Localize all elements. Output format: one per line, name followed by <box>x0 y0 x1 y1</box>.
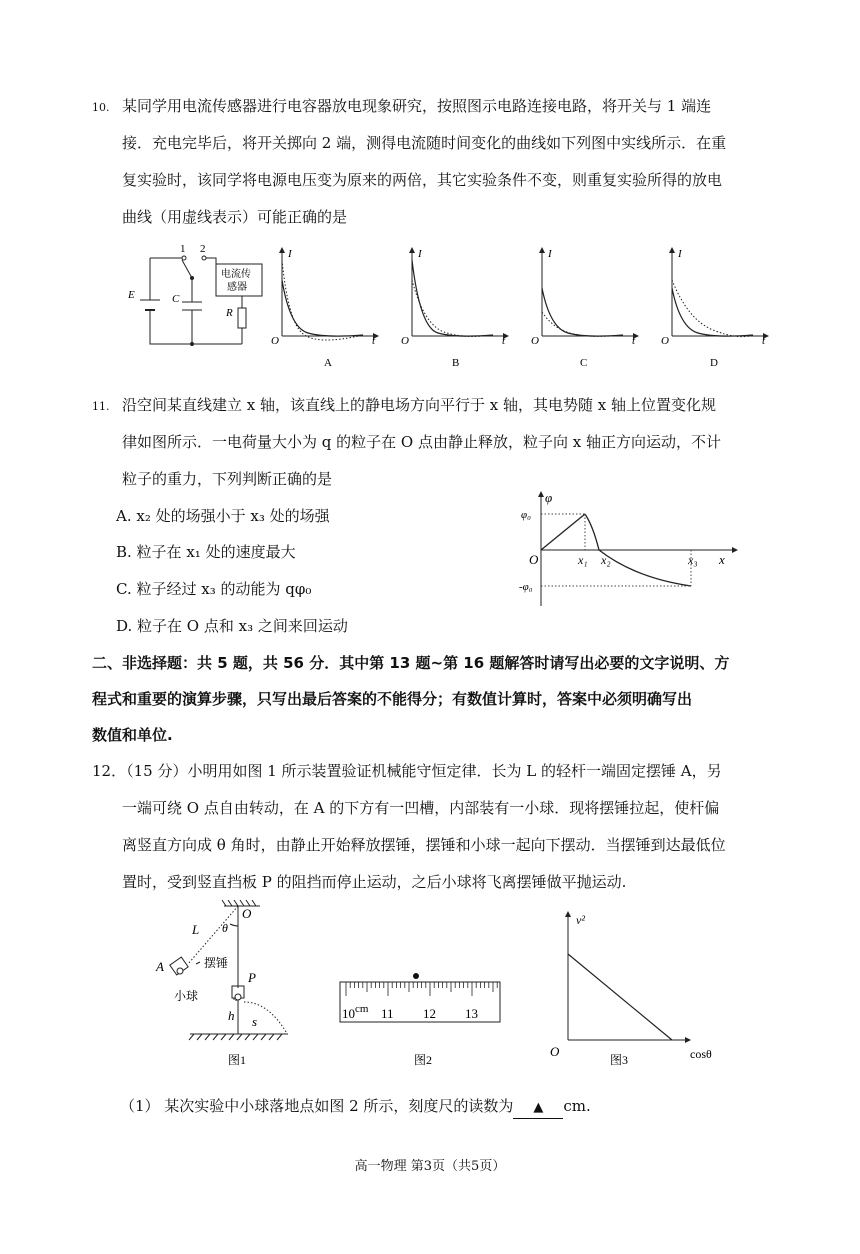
label-x1: x₁ <box>578 553 588 567</box>
page-footer: 高一物理 第3页（共5页） <box>354 1159 506 1174</box>
q10-line-1: 某同学用电流传感器进行电容器放电现象研究，按照图示电路连接电路，将开关与 1 端连 <box>122 97 712 115</box>
axis-phi: φ <box>545 490 553 505</box>
axis-I-c: I <box>548 248 552 260</box>
graph-c <box>531 248 638 369</box>
ruler-tick-12: 12 <box>423 1006 436 1021</box>
fig2-caption: 图2 <box>414 1053 433 1067</box>
label-phi0: φ₀ <box>521 509 531 521</box>
axis-t-c: t <box>632 335 636 347</box>
ruler-tick-10: 10 <box>342 1006 355 1021</box>
q12-line-2: 一端可绕 O 点自由转动，在 A 的下方有一凹槽，内部装有一小球．现将摆锤拉起，使杆偏 <box>122 799 720 817</box>
figure-1-pendulum <box>150 898 300 1070</box>
it-graphs <box>268 240 788 370</box>
axis-I-a: I <box>288 248 292 260</box>
section2-line-1: 二、非选择题：共 5 题，共 56 分．其中第 13 题~第 16 题解答时请写出必要的文字说明、方 <box>92 654 730 672</box>
q11-option-d: D. 粒子在 O 点和 x₃ 之间来回运动 <box>116 617 348 635</box>
fig1-caption: 图1 <box>228 1053 247 1067</box>
graph-b <box>401 248 508 369</box>
fig1-s: s <box>252 1014 258 1029</box>
q12-line-1: 12．（15 分）小明用如图 1 所示装置验证机械能守恒定律．长为 L 的轻杆一端固定摆锤 A，另 <box>92 762 722 780</box>
axis-I-b: I <box>418 248 422 260</box>
q12-sub1-suffix: cm. <box>563 1097 591 1115</box>
axis-x: x <box>719 552 725 567</box>
label-x3: x₃ <box>688 553 698 567</box>
switch-label-1: 1 <box>180 243 186 255</box>
fig1-L: L <box>192 922 200 937</box>
fig1-P: P <box>248 970 256 985</box>
label-neg-phi0: -φ₀ <box>519 581 533 593</box>
fig1-O: O <box>242 906 252 921</box>
axis-I-d: I <box>678 248 682 260</box>
fig3-axis-cos: cosθ <box>690 1047 712 1061</box>
q10-line-2: 接．充电完毕后，将开关掷向 2 端，测得电流随时间变化的曲线如下列图中实线所示．在重 <box>122 134 727 152</box>
q12-sub1-prefix: （1） 某次实验中小球落地点如图 2 所示，刻度尺的读数为 <box>120 1097 514 1115</box>
section2-line-3: 数值和单位. <box>92 726 173 744</box>
axis-t-d: t <box>762 335 766 347</box>
q11-number: 11. <box>92 400 110 413</box>
graph-a <box>271 248 378 369</box>
q11-line-3: 粒子的重力，下列判断正确的是 <box>122 470 333 488</box>
fig1-theta: θ <box>222 921 228 935</box>
origin-c: O <box>531 335 539 347</box>
ruler-tick-11: 11 <box>381 1006 394 1021</box>
fig1-hammer-label: 摆锤 <box>204 956 229 970</box>
fig1-A: A <box>156 959 164 974</box>
graph-d <box>661 248 768 369</box>
q11-option-b: B. 粒子在 x₁ 处的速度最大 <box>116 543 296 561</box>
fig1-h: h <box>228 1008 235 1023</box>
q11-option-a: A. x₂ 处的场强小于 x₃ 处的场强 <box>116 507 330 525</box>
q11-option-c: C. 粒子经过 x₃ 的动能为 qφ₀ <box>116 580 312 598</box>
figure-3-graph <box>540 906 770 1070</box>
axis-t-b: t <box>502 335 506 347</box>
label-E: E <box>128 289 135 301</box>
option-label-a: A <box>324 357 332 369</box>
option-label-d: D <box>710 357 718 369</box>
q10-number: 10. <box>92 101 110 114</box>
origin-d: O <box>661 335 669 347</box>
q10-line-4: 曲线（用虚线表示）可能正确的是 <box>122 208 348 226</box>
ruler-tick-13: 13 <box>465 1006 478 1021</box>
origin-phi: O <box>529 552 539 567</box>
option-label-b: B <box>452 357 460 369</box>
fig3-axis-v2: v² <box>576 913 585 927</box>
q12-line-3: 离竖直方向成 θ 角时，由静止开始释放摆锤，摆锤和小球一起向下摆动．当摆锤到达最低位 <box>122 836 726 854</box>
origin-b: O <box>401 335 409 347</box>
option-label-c: C <box>580 357 588 369</box>
circuit-diagram <box>118 238 278 348</box>
figure-2-ruler <box>336 968 506 1070</box>
sensor-label-2: 感器 <box>227 282 247 293</box>
origin-a: O <box>271 335 279 347</box>
ball-landing-dot <box>413 973 419 979</box>
fig1-ball-label: 小球 <box>174 989 199 1003</box>
phi-x-graph <box>515 488 740 608</box>
fig3-origin: O <box>550 1044 560 1059</box>
sensor-label-1: 电流传 <box>221 269 251 280</box>
axis-t-a: t <box>372 335 376 347</box>
ruler-unit: cm <box>355 1003 369 1015</box>
fig3-caption: 图3 <box>610 1053 629 1067</box>
label-x2: x₂ <box>601 553 611 567</box>
answer-blank[interactable]: ▲ <box>513 1098 563 1119</box>
q10-line-3: 复实验时，该同学将电源电压变为原来的两倍，其它实验条件不变，则重复实验所得的放电 <box>122 171 723 189</box>
label-R: R <box>226 307 233 319</box>
label-C: C <box>172 293 180 305</box>
q11-line-1: 沿空间某直线建立 x 轴，该直线上的静电场方向平行于 x 轴，其电势随 x 轴上位置变化规 <box>122 396 716 414</box>
q12-sub1 <box>120 1096 591 1119</box>
switch-label-2: 2 <box>200 243 206 255</box>
section2-line-2: 程式和重要的演算步骤，只写出最后答案的不能得分；有数值计算时，答案中必须明确写出 <box>92 690 693 708</box>
q12-line-4: 置时，受到竖直挡板 P 的阻挡而停止运动，之后小球将飞离摆锤做平抛运动. <box>122 873 627 891</box>
q11-line-2: 律如图所示．一电荷量大小为 q 的粒子在 O 点由静止释放，粒子向 x 轴正方向运动，不计 <box>122 433 721 451</box>
